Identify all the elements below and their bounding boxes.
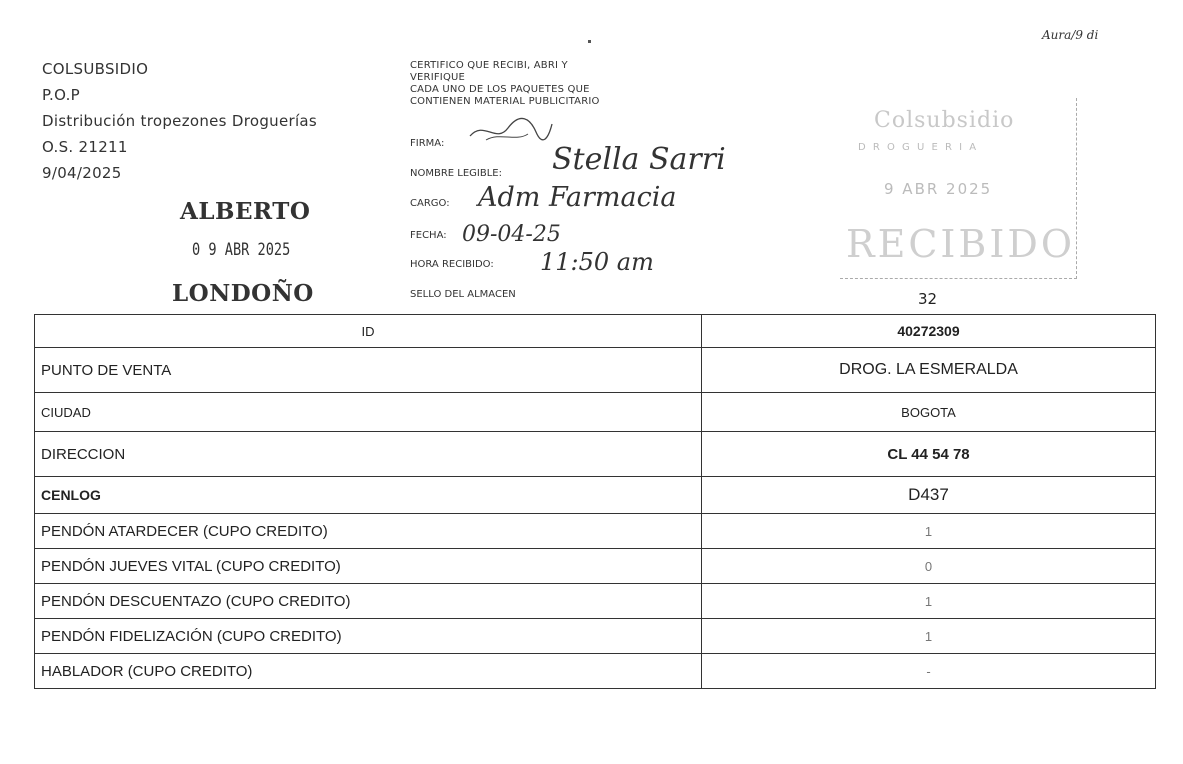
row-label: CIUDAD bbox=[35, 393, 702, 432]
row-value: CL 44 54 78 bbox=[702, 432, 1156, 477]
reception-stamp-received: RECIBIDO bbox=[846, 222, 1075, 266]
table-row bbox=[35, 619, 1156, 654]
nombre-label: NOMBRE LEGIBLE: bbox=[410, 168, 502, 179]
row-label: PENDÓN JUEVES VITAL (CUPO CREDITO) bbox=[35, 549, 702, 584]
row-value: 1 bbox=[702, 619, 1156, 654]
reception-stamp-subtitle: D R O G U E R I A bbox=[858, 142, 979, 153]
row-value: BOGOTA bbox=[702, 393, 1156, 432]
distribution-title: Distribución tropezones Droguerías bbox=[42, 112, 318, 130]
hora-value: 11:50 am bbox=[540, 248, 654, 276]
row-value: 1 bbox=[702, 514, 1156, 549]
table-row bbox=[35, 549, 1156, 584]
row-label: PUNTO DE VENTA bbox=[35, 348, 702, 393]
sello-label: SELLO DEL ALMACEN bbox=[410, 289, 516, 300]
header-left bbox=[42, 56, 317, 186]
stamp-name-first: ALBERTO bbox=[180, 198, 311, 225]
company-name: COLSUBSIDIO bbox=[42, 60, 149, 78]
cert-line-3: CADA UNO DE LOS PAQUETES QUE bbox=[410, 84, 590, 95]
cert-line-1: CERTIFICO QUE RECIBI, ABRI Y bbox=[410, 60, 568, 71]
reception-stamp-brand: Colsubsidio bbox=[874, 108, 1015, 133]
certification-text bbox=[410, 60, 600, 108]
table-row bbox=[35, 654, 1156, 689]
cargo-value: Adm Farmacia bbox=[478, 182, 677, 213]
corner-handwritten-note: Aura/9 di bbox=[1042, 28, 1099, 42]
cargo-label: CARGO: bbox=[410, 198, 450, 209]
row-label: PENDÓN FIDELIZACIÓN (CUPO CREDITO) bbox=[35, 619, 702, 654]
hora-label: HORA RECIBIDO: bbox=[410, 259, 494, 270]
cert-line-4: CONTIENEN MATERIAL PUBLICITARIO bbox=[410, 96, 600, 107]
order-number: O.S. 21211 bbox=[42, 138, 128, 156]
row-value: D437 bbox=[702, 477, 1156, 514]
row-label: HABLADOR (CUPO CREDITO) bbox=[35, 654, 702, 689]
page-number: 32 bbox=[918, 290, 938, 308]
reception-stamp-date: 9 ABR 2025 bbox=[884, 180, 993, 198]
table-row bbox=[35, 432, 1156, 477]
table-row bbox=[35, 584, 1156, 619]
row-label: ID bbox=[35, 315, 702, 348]
row-value: 0 bbox=[702, 549, 1156, 584]
row-label: PENDÓN ATARDECER (CUPO CREDITO) bbox=[35, 514, 702, 549]
table-row bbox=[35, 393, 1156, 432]
row-label: CENLOG bbox=[35, 477, 702, 514]
row-value: DROG. LA ESMERALDA bbox=[702, 348, 1156, 393]
row-label: DIRECCION bbox=[35, 432, 702, 477]
table-row bbox=[35, 348, 1156, 393]
row-value: - bbox=[702, 654, 1156, 689]
row-value: 1 bbox=[702, 584, 1156, 619]
header-date: 9/04/2025 bbox=[42, 164, 122, 182]
fecha-value: 09-04-25 bbox=[462, 222, 561, 247]
delivery-table bbox=[34, 314, 1156, 689]
table-row bbox=[35, 514, 1156, 549]
table-row bbox=[35, 315, 1156, 348]
fecha-label: FECHA: bbox=[410, 230, 447, 241]
row-label: PENDÓN DESCUENTAZO (CUPO CREDITO) bbox=[35, 584, 702, 619]
scan-mark bbox=[588, 40, 591, 43]
row-value: 40272309 bbox=[702, 315, 1156, 348]
nombre-value: Stella Sarri bbox=[552, 142, 726, 177]
stamp-date: 0 9 ABR 2025 bbox=[192, 240, 291, 260]
stamp-name-last: LONDOÑO bbox=[172, 280, 314, 307]
signature-scribble bbox=[466, 114, 556, 146]
department: P.O.P bbox=[42, 86, 80, 104]
table-row bbox=[35, 477, 1156, 514]
firma-label: FIRMA: bbox=[410, 138, 445, 149]
cert-line-2: VERIFIQUE bbox=[410, 72, 466, 83]
